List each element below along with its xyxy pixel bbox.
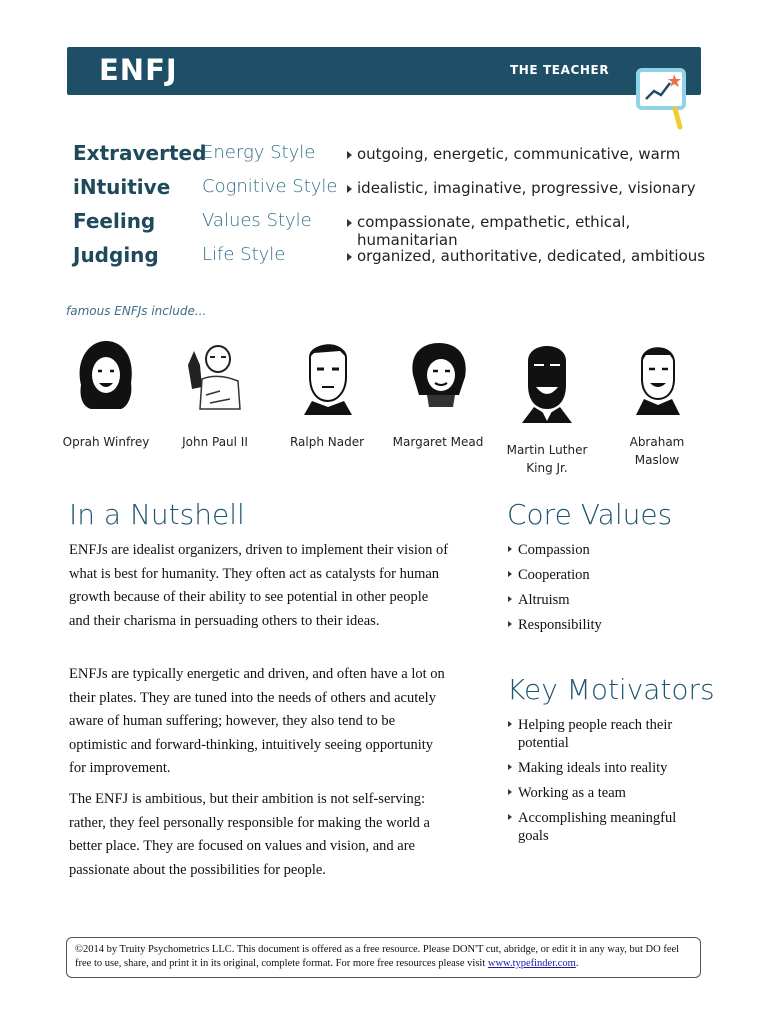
famous-person [388, 335, 488, 451]
nutshell-paragraph: ENFJs are idealist organizers, driven to implement their vision of what is best for humanity. They often act as catalysts for human growth because of their ability to see potential in other people and their charisma in persuading others to their ideas. [69, 542, 449, 629]
list-item: Working as a team [508, 784, 698, 802]
person-name: Margaret Mead [392, 435, 484, 449]
trait-name: Judging [73, 243, 159, 267]
copyright-footer [66, 937, 701, 978]
portrait-image [292, 335, 362, 415]
arrow-bullet-icon [347, 151, 352, 159]
list-item: Responsibility [508, 616, 708, 634]
famous-person [165, 335, 265, 451]
trait-row [73, 209, 713, 249]
list-item: Compassion [508, 541, 708, 559]
person-name: Martin Luther King Jr. [506, 443, 588, 475]
trait-style: Values Style [202, 210, 312, 231]
arrow-bullet-icon [508, 571, 512, 577]
portrait-image [622, 335, 692, 415]
trait-description: organized, authoritative, dedicated, ambitious [357, 247, 706, 265]
arrow-bullet-icon [508, 789, 512, 795]
core-values-heading: Core Values [507, 498, 673, 531]
header-banner [67, 47, 701, 95]
famous-person [56, 335, 156, 451]
trait-name: iNtuitive [73, 175, 171, 199]
list-item: Altruism [508, 591, 708, 609]
person-name: John Paul II [182, 435, 248, 449]
chart-board-icon [636, 67, 688, 131]
list-item: Making ideals into reality [508, 759, 698, 777]
arrow-bullet-icon [347, 219, 352, 227]
arrow-bullet-icon [508, 546, 512, 552]
type-code: ENFJ [99, 53, 178, 87]
portrait-image [71, 335, 141, 415]
list-item: Accomplishing meaningful goals [508, 809, 698, 845]
arrow-bullet-icon [508, 814, 512, 820]
core-values-list [508, 541, 708, 634]
list-item: Helping people reach their potential [508, 716, 698, 752]
portrait-image [180, 335, 250, 415]
trait-style: Energy Style [202, 142, 316, 163]
portrait-image [403, 335, 473, 415]
trait-style: Cognitive Style [202, 176, 338, 197]
portrait-image [512, 335, 582, 423]
nutshell-paragraph: The ENFJ is ambitious, but their ambition is not self-serving: rather, they feel personally responsible for making the world a better place. They are focused on values and vision, and are passionate about the possibilities for people. [69, 791, 430, 878]
famous-label: famous ENFJs include... [66, 304, 207, 318]
trait-description: outgoing, energetic, communicative, warm [357, 145, 681, 163]
key-motivators-heading: Key Motivators [507, 673, 715, 706]
trait-description: compassionate, empathetic, ethical, humanitarian [357, 213, 631, 249]
trait-row [73, 243, 713, 273]
arrow-bullet-icon [508, 764, 512, 770]
famous-person [607, 335, 707, 469]
type-nickname: THE TEACHER [510, 63, 610, 77]
person-name: Ralph Nader [289, 435, 365, 449]
trait-row [73, 175, 713, 205]
footer-end: . [575, 958, 579, 969]
trait-name: Feeling [73, 209, 156, 233]
trait-name: Extraverted [73, 141, 207, 165]
person-name: Abraham Maslow [629, 435, 685, 467]
nutshell-heading: In a Nutshell [69, 498, 245, 531]
nutshell-paragraph: ENFJs are typically energetic and driven, and often have a lot on their plates. They are tuned into the needs of others and acutely aware of human suffering; however, they also tend to be optimistic and forward-thinking, intuitively seeing opportunity for improvement. [69, 666, 445, 776]
famous-person [277, 335, 377, 451]
arrow-bullet-icon [508, 621, 512, 627]
arrow-bullet-icon [508, 721, 512, 727]
trait-row [73, 141, 713, 171]
arrow-bullet-icon [508, 596, 512, 602]
trait-description: idealistic, imaginative, progressive, visionary [357, 179, 696, 197]
arrow-bullet-icon [347, 253, 352, 261]
key-motivators-list [508, 716, 698, 845]
famous-person [497, 335, 597, 477]
list-item: Cooperation [508, 566, 708, 584]
arrow-bullet-icon [347, 185, 352, 193]
typefinder-link[interactable]: www.typefinder.com [487, 958, 576, 969]
trait-style: Life Style [202, 244, 286, 265]
person-name: Oprah Winfrey [62, 435, 150, 449]
footer-text: ©2014 by Truity Psychometrics LLC. This document is offered as a free resource. Please DON'T cut, abridge, or edit it in any way, but DO feel free to use, share, and print it in its original, complete format. For more free resources please visit [75, 944, 680, 969]
